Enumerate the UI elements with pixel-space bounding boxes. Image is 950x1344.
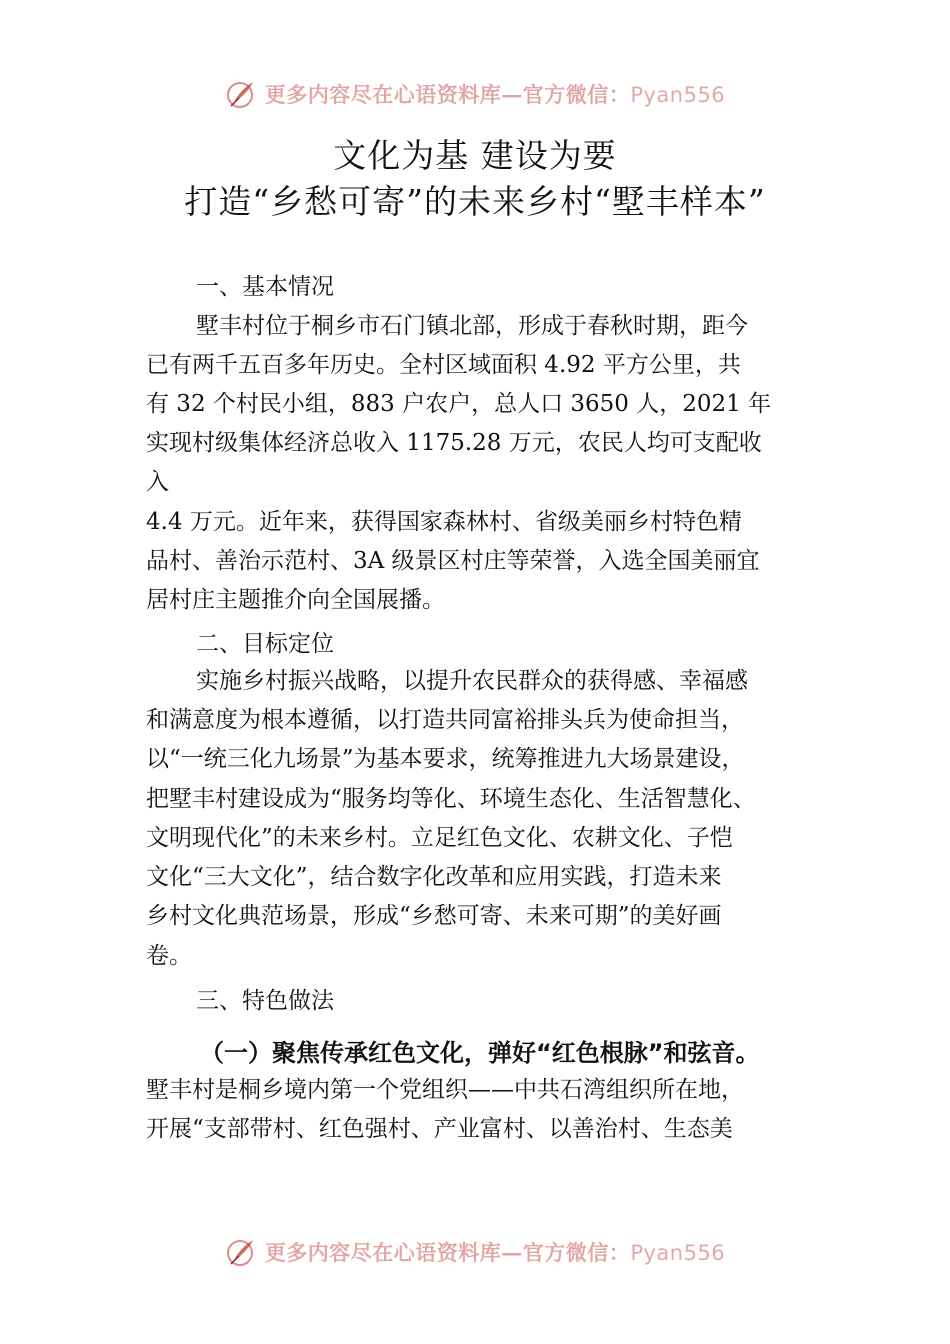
- paragraph-line: 乡村文化典范场景，形成“乡愁可寄、未来可期”的美好画: [146, 903, 722, 929]
- feather-pen-logo-icon: [225, 1236, 257, 1268]
- paragraph-line: 开展“支部带村、红色强村、产业富村、以善治村、生态美: [146, 1116, 733, 1142]
- paragraph-line: 品村、善治示范村、3A 级景区村庄等荣誉，入选全国美丽宜: [146, 548, 760, 574]
- paragraph-line: 把墅丰村建设成为“服务均等化、环境生态化、生活智慧化、: [146, 786, 756, 812]
- subsection-heading-red-culture: （一）聚焦传承红色文化，弹好“红色根脉”和弦音。: [200, 1039, 760, 1067]
- paragraph-line: 文明现代化”的未来乡村。立足红色文化、农耕文化、子恺: [146, 825, 733, 851]
- paragraph-line: 卷。: [146, 943, 192, 969]
- paragraph-line: 实施乡村振兴战略，以提升农民群众的获得感、幸福感: [196, 668, 748, 694]
- paragraph-line: 和满意度为根本遵循，以打造共同富裕排头兵为使命担当，: [146, 707, 744, 733]
- feather-pen-logo-icon: [225, 78, 257, 110]
- watermark-banner-bottom: [0, 1232, 950, 1272]
- paragraph-line: 实现村级集体经济总收入 1175.28 万元，农民人均可支配收: [146, 430, 762, 456]
- wechat-id: Pyan556: [630, 1241, 726, 1265]
- paragraph-line: 有 32 个村民小组，883 户农户，总人口 3650 人，2021 年: [146, 391, 772, 417]
- watermark-text: 更多内容尽在心语资料库—官方微信：Pyan556: [264, 1240, 726, 1265]
- paragraph-line: 居村庄主题推介向全国展播。: [146, 587, 445, 613]
- paragraph-line: 墅丰村位于桐乡市石门镇北部，形成于春秋时期，距今: [196, 313, 748, 339]
- paragraph-line: 入: [146, 469, 169, 495]
- watermark-banner-top: [0, 74, 950, 114]
- section-heading-goal: 二、目标定位: [196, 631, 334, 657]
- wechat-id: Pyan556: [630, 83, 726, 107]
- document-title-line-2: 打造“乡愁可寄”的未来乡村“墅丰样本”: [184, 182, 766, 221]
- paragraph-line: 4.4 万元。近年来，获得国家森林村、省级美丽乡村特色精: [146, 509, 742, 535]
- section-heading-basic: 一、基本情况: [196, 274, 334, 300]
- paragraph-line: 墅丰村是桐乡境内第一个党组织——中共石湾组织所在地，: [146, 1077, 744, 1103]
- paragraph-line: 文化“三大文化”，结合数字化改革和应用实践，打造未来: [146, 864, 722, 890]
- watermark-text: 更多内容尽在心语资料库—官方微信：Pyan556: [264, 82, 726, 107]
- paragraph-line: 以“一统三化九场景”为基本要求，统筹推进九大场景建设，: [146, 746, 745, 772]
- document-title-line-1: 文化为基 建设为要: [333, 136, 617, 175]
- section-heading-practice: 三、特色做法: [196, 988, 334, 1014]
- paragraph-line: 已有两千五百多年历史。全村区域面积 4.92 平方公里，共: [146, 352, 741, 378]
